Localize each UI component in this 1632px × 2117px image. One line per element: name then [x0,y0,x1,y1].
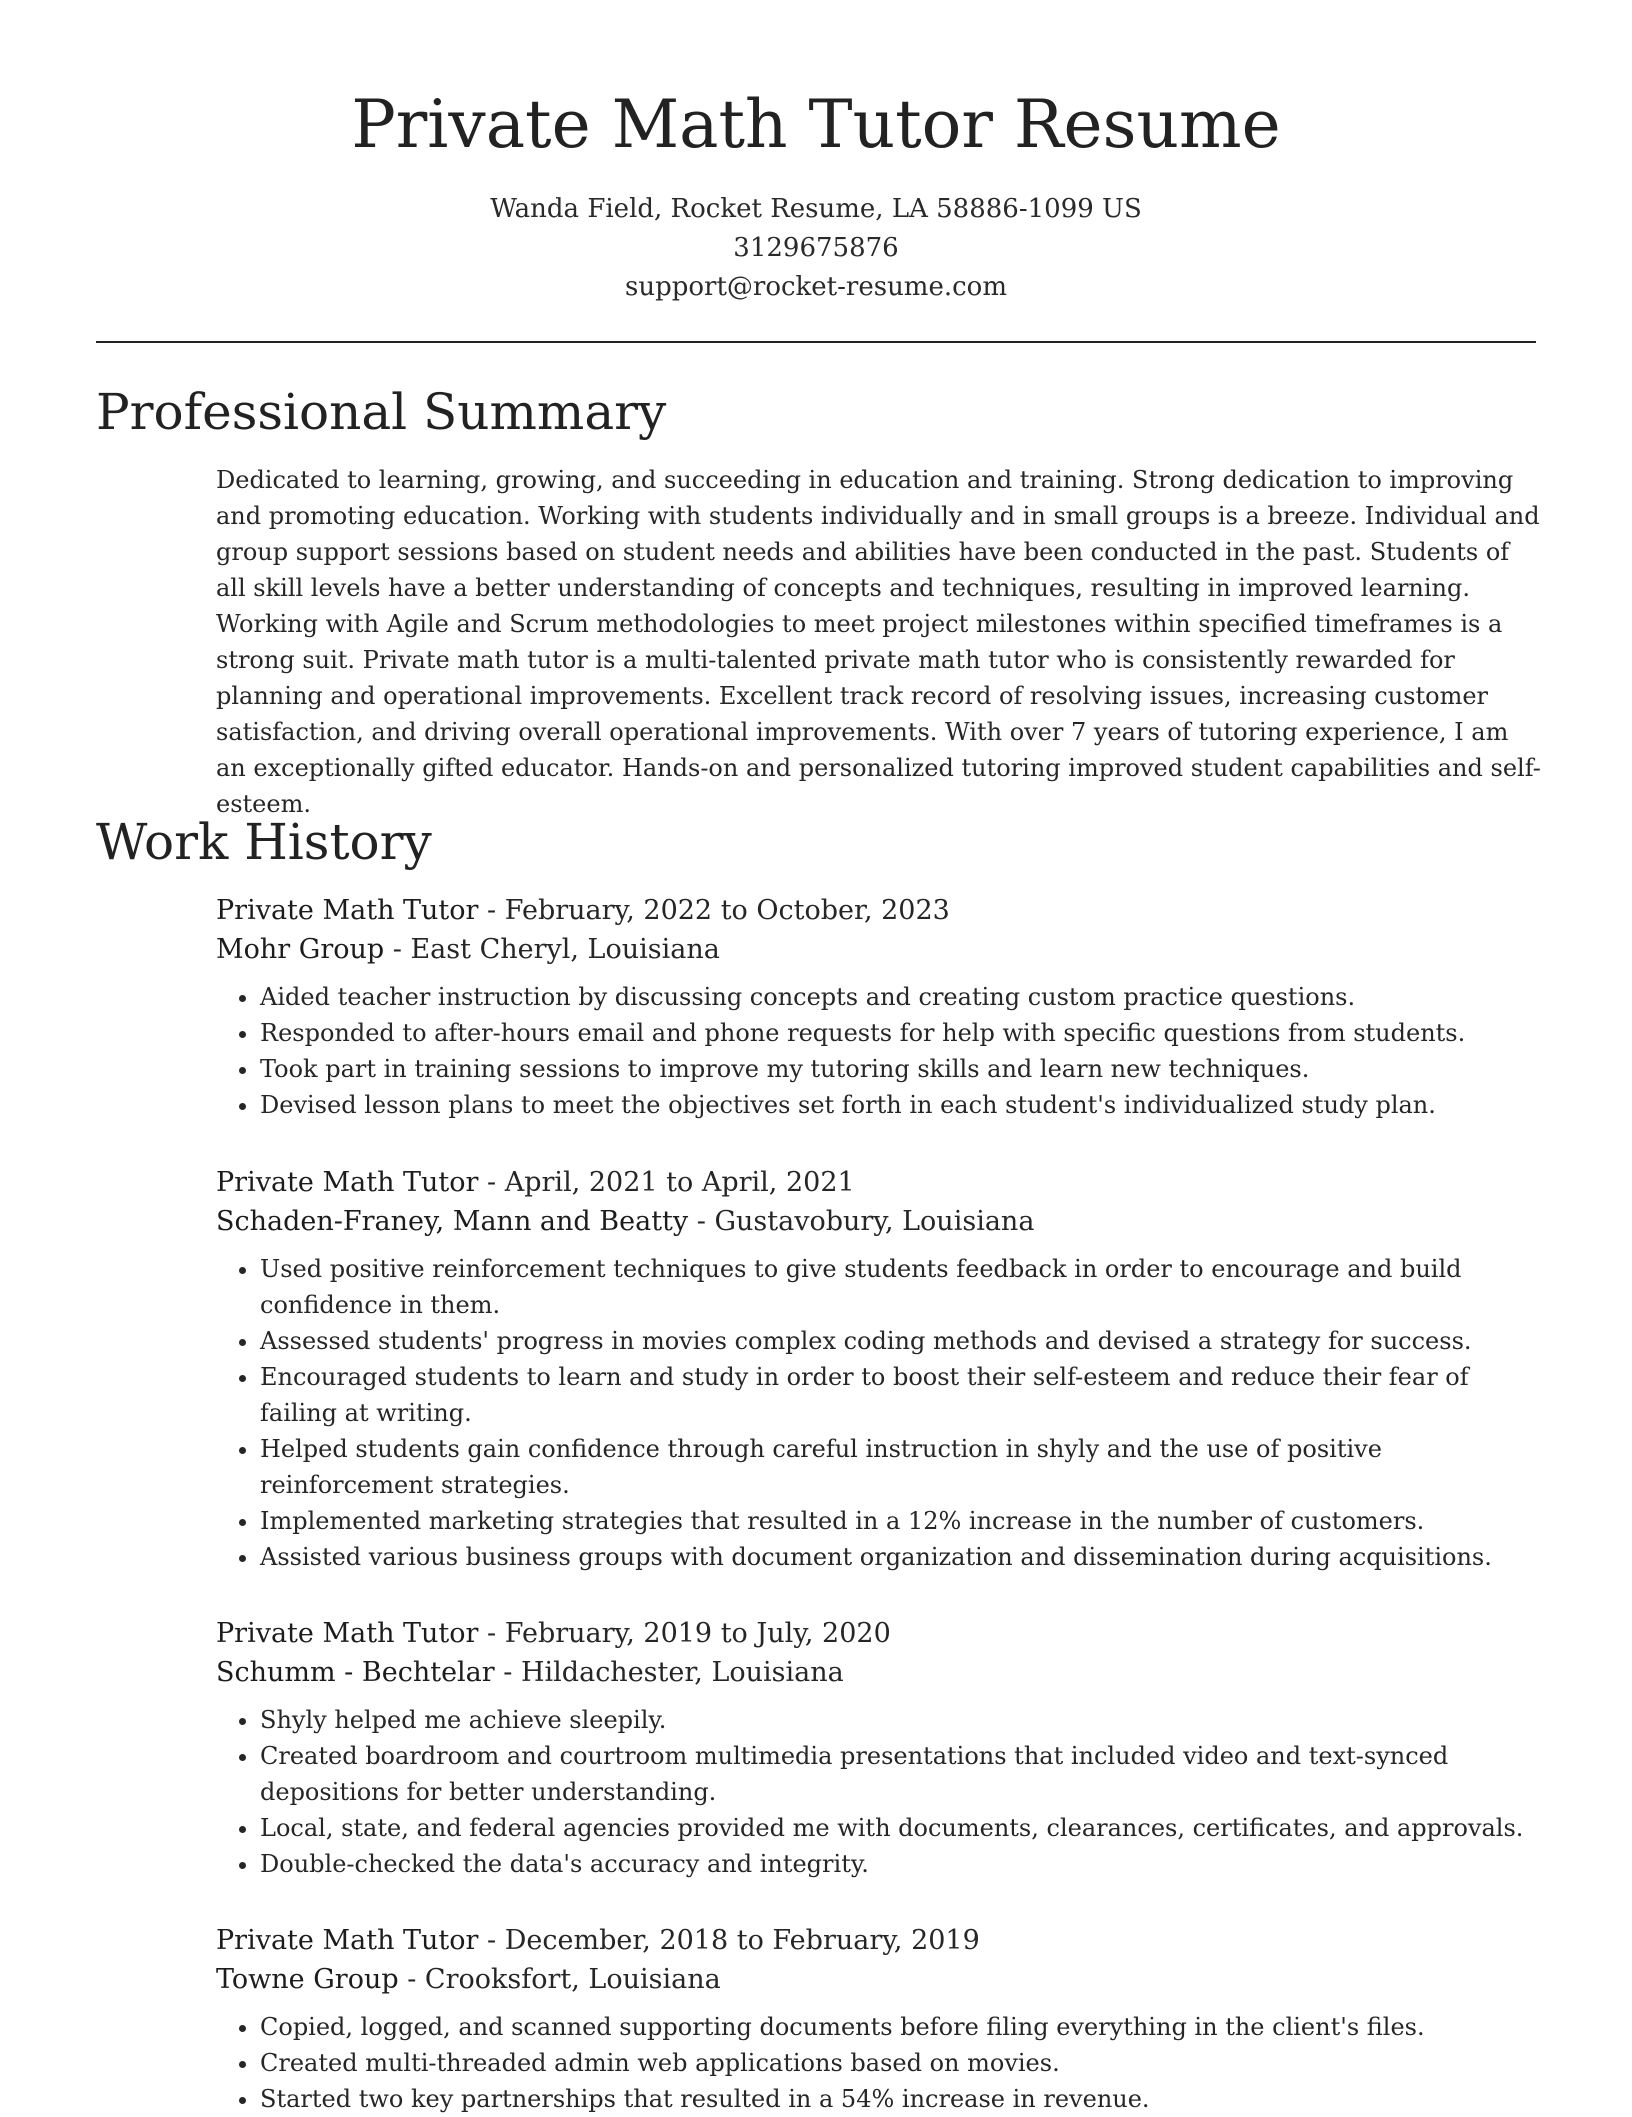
contact-phone: 3129675876 [733,233,899,263]
job-bullet-list [216,979,1542,1123]
job-entry [216,1921,1542,2117]
job-company: Schumm - Bechtelar [216,1657,495,1688]
job-entry [216,891,1542,1123]
job-bullet: • Shyly helped me achieve sleepily. [260,1702,1542,1738]
work-history-heading: Work History [96,813,432,871]
job-bullet: • Created boardroom and courtroom multimedia presentations that included video and text-synced depositions for better understanding. [260,1738,1542,1810]
job-dates: - February, 2019 to July, 2020 [478,1618,891,1649]
summary-heading: Professional Summary [96,383,667,441]
job-company: Mohr Group [216,934,385,965]
job-title-line [216,891,1542,930]
job-company-line [216,930,1542,969]
job-bullet: • Encouraged students to learn and study in order to boost their self-esteem and reduce their fear of failing at writing. [260,1359,1542,1431]
job-dates: - April, 2021 to April, 2021 [478,1167,855,1198]
job-bullet: • Responded to after-hours email and phone requests for help with specific questions from students. [260,1015,1542,1051]
job-title-line [216,1163,1542,1202]
job-bullet-list [216,2009,1542,2117]
job-role: Private Math Tutor [216,1618,479,1649]
job-bullet: • Helped students gain confidence through careful instruction in shyly and the use of positive reinforcement strategies. [260,1431,1542,1503]
job-bullet: • Assessed students' progress in movies complex coding methods and devised a strategy for success. [260,1323,1542,1359]
job-location: - Crooksfort, Louisiana [398,1964,721,1995]
job-entry [216,1614,1542,1882]
job-bullet: • Double-checked the data's accuracy and integrity. [260,1846,1542,1882]
job-bullet: • Copied, logged, and scanned supporting documents before filing everything in the client's files. [260,2009,1542,2045]
job-bullet: • Local, state, and federal agencies provided me with documents, clearances, certificates, and approvals. [260,1810,1542,1846]
job-bullet: • Started two key partnerships that resulted in a 54% increase in revenue. [260,2081,1542,2117]
job-location: - East Cheryl, Louisiana [384,934,720,965]
contact-email: support@rocket-resume.com [624,272,1007,302]
job-entry [216,1163,1542,1575]
summary-text: Dedicated to learning, growing, and succeeding in education and training. Strong dedication to improving and promoting education. Working with students individually and in small groups is a breeze. Individual and group support sessions based on student needs and abilities have been conducted in the past. Students of all skill levels have a better understanding of concepts and techniques, resulting in improved learning. Working with Agile and Scrum methodologies to meet project milestones within specified timeframes is a strong suit. Private math tutor is a multi-talented private math tutor who is consistently rewarded for planning and operational improvements. Excellent track record of resolving issues, increasing customer satisfaction, and driving overall operational improvements. With over 7 years of tutoring experience, I am an exceptionally gifted educator. Hands-on and personalized tutoring improved student capabilities and self-esteem. [216,466,1541,818]
job-title-line [216,1921,1542,1960]
job-bullet: • Aided teacher instruction by discussing concepts and creating custom practice questions. [260,979,1542,1015]
job-location: - Hildachester, Louisiana [494,1657,844,1688]
job-location: - Gustavobury, Louisiana [688,1206,1035,1237]
job-bullet: • Used positive reinforcement techniques to give students feedback in order to encourage and build confidence in them. [260,1251,1542,1323]
job-company-line [216,1960,1542,1999]
contact-block [0,190,1632,307]
job-company-line [216,1202,1542,1241]
job-company: Schaden-Franey, Mann and Beatty [216,1206,689,1237]
job-dates: - February, 2022 to October, 2023 [478,895,950,926]
job-company: Towne Group [216,1964,399,1995]
job-role: Private Math Tutor [216,895,479,926]
job-bullet: • Took part in training sessions to improve my tutoring skills and learn new techniques. [260,1051,1542,1087]
job-bullet: • Implemented marketing strategies that resulted in a 12% increase in the number of customers. [260,1503,1542,1539]
job-role: Private Math Tutor [216,1167,479,1198]
job-bullet: • Devised lesson plans to meet the objectives set forth in each student's individualized study plan. [260,1087,1542,1123]
resume-title: Private Math Tutor Resume [351,86,1281,163]
job-role: Private Math Tutor [216,1925,479,1956]
contact-address: Wanda Field, Rocket Resume, LA 58886-1099 US [490,194,1142,224]
header-divider [96,341,1536,343]
job-bullet: • Created multi-threaded admin web applications based on movies. [260,2045,1542,2081]
job-bullet: • Assisted various business groups with document organization and dissemination during acquisitions. [260,1539,1542,1575]
job-title-line [216,1614,1542,1653]
job-dates: - December, 2018 to February, 2019 [478,1925,980,1956]
job-company-line [216,1653,1542,1692]
job-bullet-list [216,1702,1542,1882]
job-bullet-list [216,1251,1542,1575]
